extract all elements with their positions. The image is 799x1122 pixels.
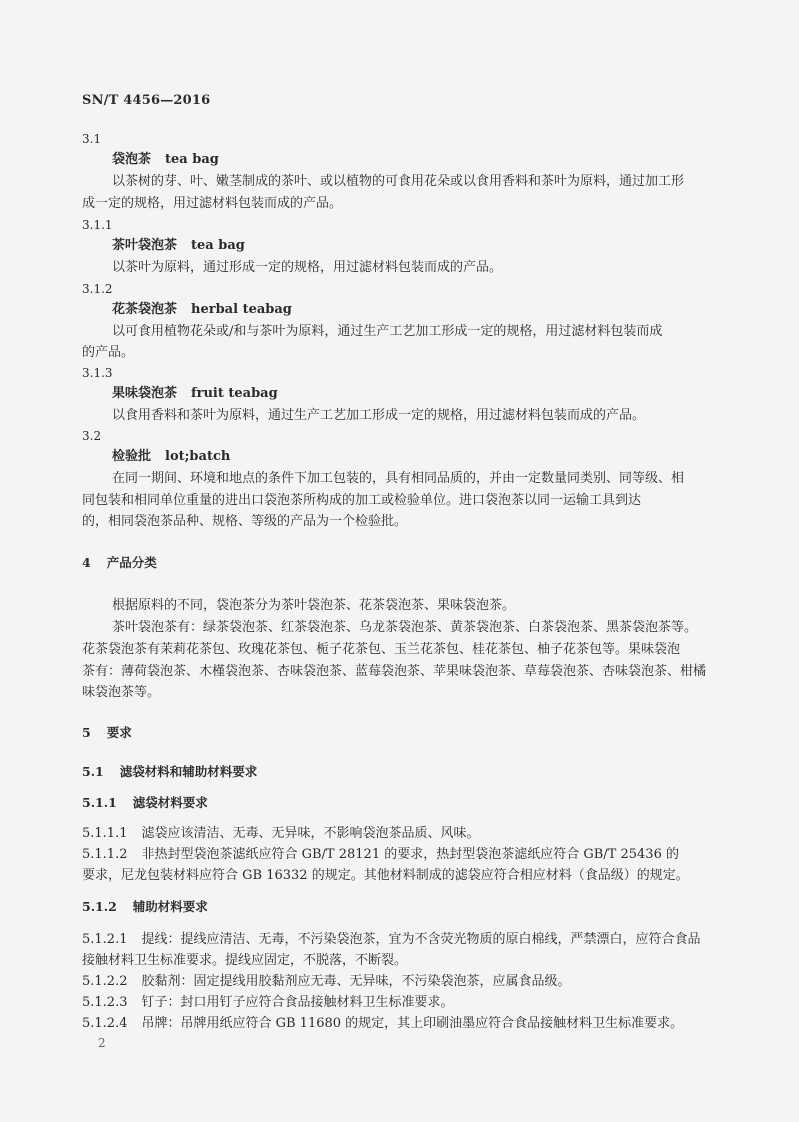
subsection-title: 滤袋材料要求 — [132, 795, 208, 810]
term-zh: 茶叶袋泡茶 — [112, 238, 178, 253]
subsection-number: 5.1.1 — [82, 795, 117, 810]
subsection-number: 5.1 — [82, 764, 104, 779]
term-definition: 的产品。 — [82, 345, 135, 360]
clause-text: 提线：提线应清洁、无毒，不污染袋泡茶，宜为不含荧光物质的原白棉线，严禁漂白，应符合食品 — [141, 932, 701, 947]
term-number: 3.1.3 — [82, 366, 113, 380]
paragraph: 味袋泡茶等。 — [82, 685, 161, 700]
clause — [82, 848, 679, 861]
clause-number: 5.1.2.3 — [82, 995, 128, 1010]
page-number: 2 — [98, 1036, 106, 1050]
clause-number: 5.1.2.1 — [82, 932, 128, 947]
term-number: 3.2 — [82, 429, 102, 443]
term-title — [112, 450, 230, 463]
clause-text: 接触材料卫生标准要求。提线应固定，不脱落，不断裂。 — [82, 953, 408, 968]
paragraph: 茶叶袋泡茶有：绿茶袋泡茶、红茶袋泡茶、乌龙茶袋泡茶、黄茶袋泡茶、白茶袋泡茶、黑茶袋泡茶等。 — [112, 620, 698, 635]
subsection-heading — [82, 901, 208, 914]
term-zh: 果味袋泡茶 — [112, 386, 178, 401]
standard-code: SN/T 4456—2016 — [82, 93, 211, 108]
subsection-title: 辅助材料要求 — [132, 899, 208, 914]
clause — [82, 1017, 683, 1030]
term-title — [112, 239, 245, 252]
paragraph: 茶有：薄荷袋泡茶、木槿袋泡茶、杏味袋泡茶、蓝莓袋泡茶、苹果味袋泡茶、草莓袋泡茶、杏味袋泡茶、柑橘 — [82, 664, 707, 679]
clause-text: 要求，尼龙包装材料应符合 GB 16332 的规定。其他材料制成的滤袋应符合相应材料（食品级）的规定。 — [82, 868, 689, 883]
term-number: 3.1.2 — [82, 282, 113, 296]
clause-number: 5.1.1.2 — [82, 847, 128, 862]
term-zh: 花茶袋泡茶 — [112, 302, 178, 317]
clause-text: 滤袋应该清洁、无毒、无异味，不影响袋泡茶品质、风味。 — [141, 826, 480, 841]
term-number: 3.1.1 — [82, 218, 113, 232]
paragraph: 花茶袋泡茶有茉莉花茶包、玫瑰花茶包、栀子花茶包、玉兰花茶包、桂花茶包、柚子花茶包等。果味袋泡 — [82, 642, 681, 657]
section-title: 产品分类 — [106, 555, 157, 570]
paragraph: 根据原料的不同，袋泡茶分为茶叶袋泡茶、花茶袋泡茶、果味袋泡茶。 — [112, 598, 516, 613]
section-title: 要求 — [106, 725, 132, 740]
clause-number: 5.1.2.2 — [82, 974, 128, 989]
term-definition: 在同一期间、环境和地点的条件下加工包装的，具有相同品质的，并由一定数量同类别、同等级、相 — [112, 471, 685, 486]
term-title — [112, 153, 219, 166]
term-title — [112, 303, 292, 316]
section-heading — [82, 557, 157, 570]
term-definition: 以茶树的芽、叶、嫩茎制成的茶叶、或以植物的可食用花朵或以食用香料和茶叶为原料，通过加工形 — [112, 174, 685, 189]
term-en: tea bag — [191, 238, 245, 253]
clause-number: 5.1.2.4 — [82, 1016, 128, 1031]
clause-text: 钉子：封口用钉子应符合食品接触材料卫生标准要求。 — [141, 995, 454, 1010]
clause-text: 吊牌：吊牌用纸应符合 GB 11680 的规定，其上印刷油墨应符合食品接触材料卫生标准要求。 — [141, 1016, 684, 1031]
clause — [82, 975, 571, 988]
term-definition: 以可食用植物花朵或/和与茶叶为原料，通过生产工艺加工形成一定的规格，用过滤材料包装而成 — [112, 324, 663, 339]
term-en: lot;batch — [165, 449, 231, 464]
section-number: 4 — [82, 555, 91, 570]
term-en: fruit teabag — [191, 386, 278, 401]
subsection-heading — [82, 797, 208, 810]
section-number: 5 — [82, 725, 91, 740]
term-definition: 同包装和相同单位重量的进出口袋泡茶所构成的加工或检验单位。进口袋泡茶以同一运输工具到达 — [82, 493, 642, 508]
subsection-number: 5.1.2 — [82, 899, 117, 914]
term-en: tea bag — [165, 152, 219, 167]
clause — [82, 996, 454, 1009]
term-definition: 的，相同袋泡茶品种、规格、等级的产品为一个检验批。 — [82, 514, 408, 529]
term-zh: 检验批 — [112, 449, 152, 464]
clause — [82, 933, 701, 946]
clause — [82, 827, 480, 840]
term-definition: 以茶叶为原料，通过形成一定的规格，用过滤材料包装而成的产品。 — [112, 260, 503, 275]
section-heading — [82, 727, 132, 740]
clause-text: 胶黏剂：固定提线用胶黏剂应无毒、无异味，不污染袋泡茶，应属食品级。 — [141, 974, 571, 989]
term-definition: 成一定的规格，用过滤材料包装而成的产品。 — [82, 196, 343, 211]
term-definition: 以食用香料和茶叶为原料，通过生产工艺加工形成一定的规格，用过滤材料包装而成的产品。 — [112, 408, 646, 423]
clause-text: 非热封型袋泡茶滤纸应符合 GB/T 28121 的要求，热封型袋泡茶滤纸应符合 GB/T 25436 的 — [141, 847, 679, 862]
clause-number: 5.1.1.1 — [82, 826, 128, 841]
subsection-title: 滤袋材料和辅助材料要求 — [119, 764, 258, 779]
term-number: 3.1 — [82, 132, 102, 146]
term-zh: 袋泡茶 — [112, 152, 152, 167]
term-en: herbal teabag — [191, 302, 292, 317]
term-title — [112, 387, 278, 400]
subsection-heading — [82, 766, 257, 779]
